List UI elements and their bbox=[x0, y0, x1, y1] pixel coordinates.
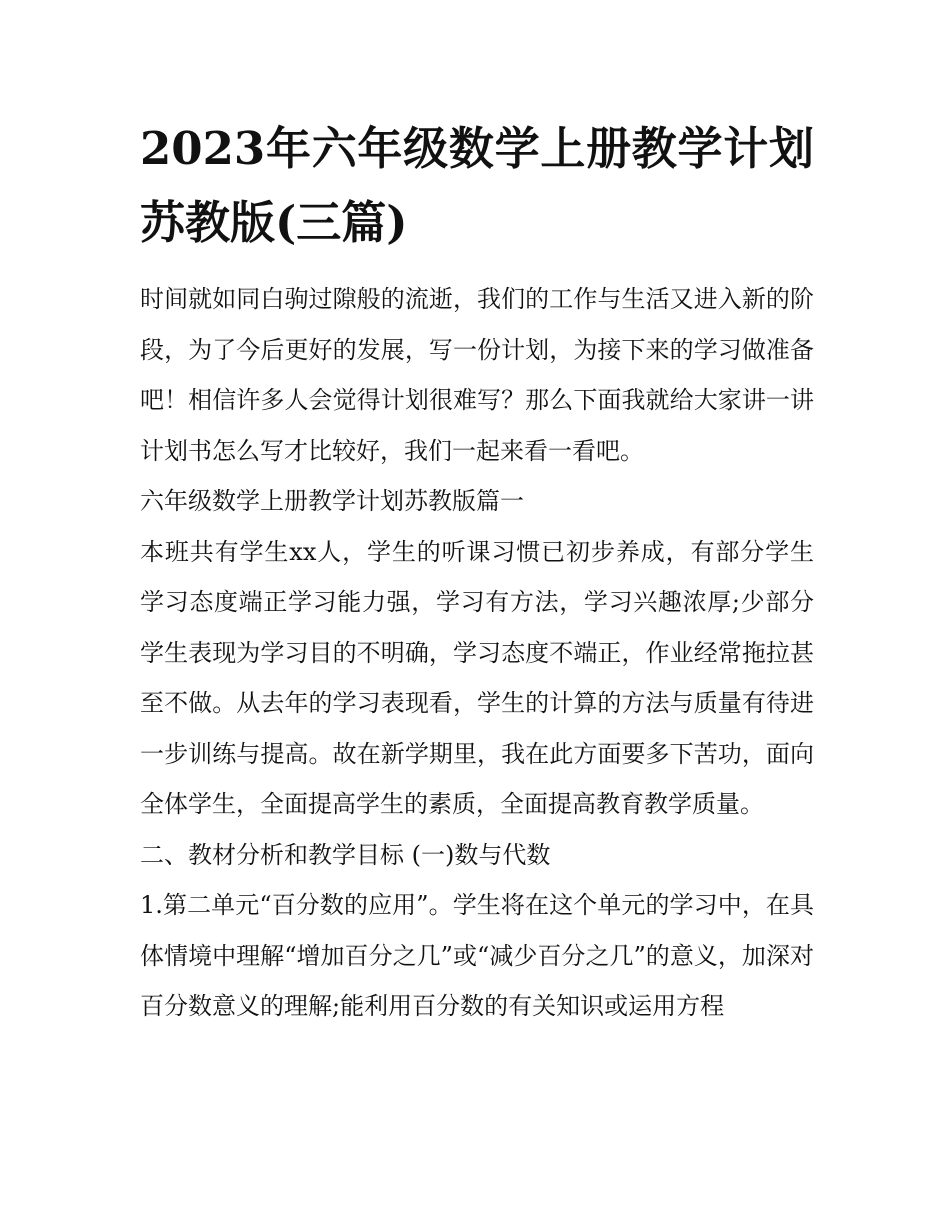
intro-paragraph: 时间就如同白驹过隙般的流逝，我们的工作与生活又进入新的阶段，为了今后更好的发展，写一份计划，为接下来的学习做准备吧！相信许多人会觉得计划很难写？那么下面我就给大家讲一讲计划书怎么写才比较好，我们一起来看一看吧。 bbox=[140, 285, 814, 465]
subsection-heading: 二、教材分析和教学目标 (一)数与代数 bbox=[140, 840, 551, 869]
document-title: 2023年六年级数学上册教学计划苏教版(三篇) bbox=[140, 122, 814, 249]
section-heading: 六年级数学上册教学计划苏教版篇一 bbox=[140, 487, 524, 515]
list-item-paragraph: 1.第二单元“百分数的应用”。学生将在这个单元的学习中，在具体情境中理解“增加百分之几”或“减少百分之几”的意义，加深对百分数意义的理解;能利用百分数的有关知识或运用方程 bbox=[140, 891, 814, 1020]
section-body-paragraph: 本班共有学生xx人，学生的听课习惯已初步养成，有部分学生学习态度端正学习能力强，学习有方法，学习兴趣浓厚;少部分学生表现为学习目的不明确，学习态度不端正，作业经常拖拉甚至不做。从去年的学习表现看，学生的计算的方法与质量有待进一步训练与提高。故在新学期里，我在此方面要多下苦功，面向全体学生，全面提高学生的素质，全面提高教育教学质量。 bbox=[140, 537, 814, 818]
document-page bbox=[140, 112, 814, 1032]
